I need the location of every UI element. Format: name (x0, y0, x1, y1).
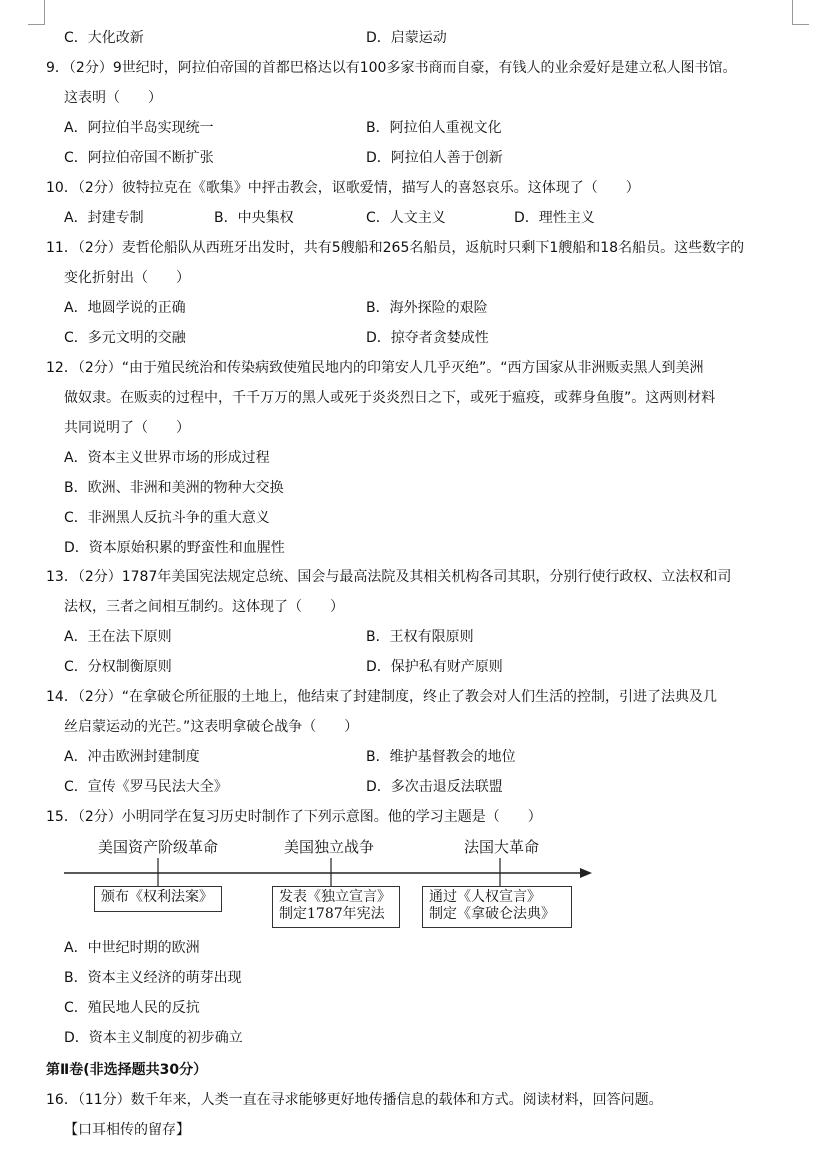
text-line-l14: 11．（2分）麦哲伦船队从西班牙出发时，共有5艘船和265名船员，返航时只剩下1艘船和18名船员。这些数字的 (46, 240, 745, 256)
timeline-box-2-line-2: 制定1787年宪法 (279, 906, 385, 922)
text-line-l40: A．中世纪时期的欧洲 (64, 940, 200, 956)
text-line-l39: 15．（2分）小明同学在复习历史时制作了下列示意图。他的学习主题是（ ） (46, 809, 542, 825)
timeline-box-3-line-1: 通过《人权宣言》 (429, 889, 541, 905)
text-line-l1: C．大化改新 (64, 30, 144, 46)
text-line-l38: D．多次击退反法联盟 (366, 779, 503, 795)
text-line-l10: A．封建专制 (64, 210, 144, 226)
text-line-l30: B．王权有限原则 (366, 629, 474, 645)
text-line-l17: B．海外探险的艰险 (366, 300, 488, 316)
text-line-l27: 13．（2分）1787年美国宪法规定总统、国会与最高法院及其相关机构各司其职，分别行使行政权、立法权和司 (46, 569, 732, 585)
text-line-l13: D．理性主义 (514, 210, 595, 226)
q13-line-2: 法权，三者之间相互制约。这体现了（ ） (64, 599, 344, 615)
text-line-l12: C．人文主义 (366, 210, 446, 226)
section-title: 第Ⅱ卷(非选择题共30分） (46, 1062, 208, 1078)
timeline-box-2-line-1: 发表《独立宣言》 (279, 889, 391, 905)
text-line-l36: B．维护基督教会的地位 (366, 749, 516, 765)
text-line-l3: 9．（2分）9世纪时，阿拉伯帝国的首都巴格达以有100多家书商而自豪，有钱人的业余爱好是建立私人图书馆。 (46, 60, 737, 76)
timeline-box-1 (94, 886, 222, 912)
text-line-l2: D．启蒙运动 (366, 30, 447, 46)
text-line-l29: A．王在法下原则 (64, 629, 172, 645)
text-line-l46: 【口耳相传的留存】 (64, 1122, 190, 1138)
text-line-l5: A．阿拉伯半岛实现统一 (64, 120, 214, 136)
text-line-l16: A．地圆学说的正确 (64, 300, 186, 316)
text-line-l6: B．阿拉伯人重视文化 (366, 120, 502, 136)
text-line-l23: A．资本主义世界市场的形成过程 (64, 450, 270, 466)
timeline-box-3-line-2: 制定《拿破仑法典》 (429, 906, 555, 922)
text-line-l24: B．欧洲、非洲和美洲的物种大交换 (64, 480, 284, 496)
text-line-l42: C．殖民地人民的反抗 (64, 1000, 200, 1016)
text-line-l45: 16．（11分）数千年来，人类一直在寻求能够更好地传播信息的载体和方式。阅读材料，回答问题。 (46, 1092, 663, 1108)
text-line-l22: 共同说明了（ ） (64, 420, 190, 436)
text-line-l9: 10．（2分）彼特拉克在《歌集》中抨击教会，讴歌爱情，描写人的喜怒哀乐。这体现了（ ） (46, 180, 640, 196)
timeline-box-1-line-1: 颁布《权利法案》 (101, 889, 213, 905)
text-line-l41: B．资本主义经济的萌芽出现 (64, 970, 242, 986)
text-line-l7: C．阿拉伯帝国不断扩张 (64, 150, 214, 166)
text-line-l18: C．多元文明的交融 (64, 330, 186, 346)
text-line-l8: D．阿拉伯人善于创新 (366, 150, 503, 166)
text-line-l11: B．中央集权 (214, 210, 294, 226)
text-line-l20: 12．（2分）“由于殖民统治和传染病致使殖民地内的印第安人几乎灭绝”。“西方国家从非洲贩卖黑人到美洲 (46, 360, 704, 376)
text-line-l15: 变化折射出（ ） (64, 270, 190, 286)
timeline-label-3: 法国大革命 (464, 838, 540, 856)
text-line-l37: C．宣传《罗马民法大全》 (64, 779, 228, 795)
text-line-l26: D．资本原始积累的野蛮性和血腥性 (64, 540, 285, 556)
text-line-l25: C．非洲黑人反抗斗争的重大意义 (64, 510, 270, 526)
timeline-box-3 (422, 886, 572, 928)
text-line-l43: D．资本主义制度的初步确立 (64, 1030, 243, 1046)
timeline-label-2: 美国独立战争 (284, 838, 375, 856)
text-line-l34: 丝启蒙运动的光芒。”这表明拿破仑战争（ ） (64, 719, 359, 735)
timeline-label-1: 美国资产阶级革命 (98, 838, 219, 856)
text-line-l32: D．保护私有财产原则 (366, 659, 503, 675)
text-line-l19: D．掠夺者贪婪成性 (366, 330, 489, 346)
timeline-box-2 (272, 886, 400, 928)
text-line-l35: A．冲击欧洲封建制度 (64, 749, 200, 765)
text-line-l4: 这表明（ ） (64, 90, 162, 106)
text-line-l31: C．分权制衡原则 (64, 659, 172, 675)
text-line-l33: 14．（2分）“在拿破仑所征服的土地上，他结束了封建制度，终止了教会对人们生活的控制，引进了法典及几 (46, 689, 717, 705)
text-line-l21: 做奴隶。在贩卖的过程中，千千万万的黑人或死于炎炎烈日之下，或死于瘟疫，或葬身鱼腹”。这两则材料 (64, 390, 716, 406)
